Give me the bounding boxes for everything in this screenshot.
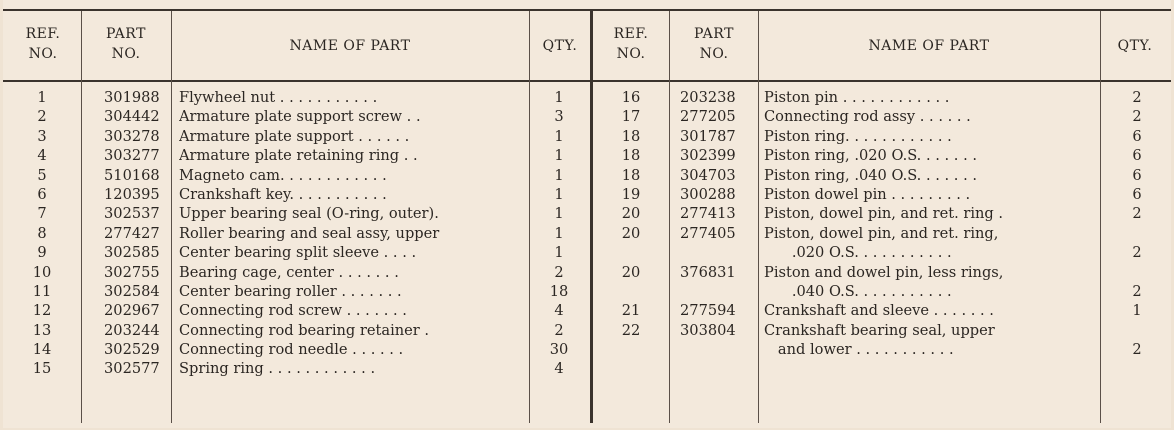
table-row — [593, 282, 1171, 301]
part-name: Flywheel nut . . . . . . . . . . . — [179, 89, 378, 106]
ref-number: 21 — [621, 302, 641, 320]
table-row — [3, 359, 590, 378]
quantity: 1 — [554, 224, 564, 242]
quantity: 1 — [554, 205, 564, 223]
quantity: 2 — [1132, 108, 1142, 126]
part-number: 302537 — [104, 205, 160, 223]
part-number: 304442 — [104, 108, 160, 126]
part-number: 302585 — [104, 244, 160, 262]
quantity: 6 — [1132, 166, 1142, 184]
header-rule-right — [593, 80, 1171, 82]
part-number: 300288 — [680, 185, 736, 203]
part-name: Crankshaft key. . . . . . . . . . . — [179, 185, 387, 203]
quantity: 1 — [554, 147, 564, 165]
quantity: 18 — [549, 282, 569, 300]
ref-number: 3 — [37, 127, 47, 145]
table-row — [3, 340, 590, 359]
part-name: Armature plate support . . . . . . — [179, 127, 410, 145]
ref-number: 1 — [37, 89, 47, 106]
part-name: .020 O.S. . . . . . . . . . . — [764, 244, 952, 262]
part-name: .040 O.S. . . . . . . . . . . — [764, 282, 952, 300]
ref-number: 19 — [621, 185, 641, 203]
table-row — [3, 301, 590, 320]
quantity: 2 — [1132, 205, 1142, 223]
ref-number: 2 — [37, 108, 47, 126]
table-row — [3, 107, 590, 126]
ref-number: 10 — [32, 263, 52, 281]
part-number: 303278 — [104, 127, 160, 145]
part-name: Roller bearing and seal assy, upper — [179, 224, 440, 242]
header-name-of-part: NAME OF PART — [289, 38, 411, 54]
part-name: Piston pin . . . . . . . . . . . . — [764, 89, 950, 106]
header-rule-left — [3, 80, 590, 82]
ref-number: 16 — [621, 89, 641, 106]
part-number: 302399 — [680, 147, 736, 165]
header-name-of-part: NAME OF PART — [868, 38, 990, 54]
table-row — [593, 166, 1171, 185]
ref-number: 4 — [37, 147, 47, 165]
part-name: Spring ring . . . . . . . . . . . . — [179, 360, 376, 378]
ref-number: 18 — [621, 127, 641, 145]
part-number: 301988 — [104, 89, 160, 106]
part-number: 302755 — [104, 263, 160, 281]
quantity: 4 — [554, 302, 564, 320]
part-name: Connecting rod bearing retainer . — [179, 321, 430, 339]
quantity: 1 — [554, 127, 564, 145]
quantity: 1 — [554, 89, 564, 106]
top-rule — [3, 9, 1171, 11]
ref-number: 18 — [621, 147, 641, 165]
table-row — [3, 166, 590, 185]
parts-table-left — [3, 88, 590, 379]
part-number: 302577 — [104, 360, 160, 378]
table-row — [593, 88, 1171, 107]
part-number: 303277 — [104, 147, 160, 165]
part-number: 376831 — [680, 263, 736, 281]
ref-number: 6 — [37, 185, 47, 203]
ref-number: 7 — [37, 205, 47, 223]
quantity: 2 — [554, 263, 564, 281]
ref-number: 8 — [37, 224, 47, 242]
part-number: 120395 — [104, 185, 160, 203]
part-name: Magneto cam. . . . . . . . . . . . — [179, 166, 387, 184]
quantity: 6 — [1132, 127, 1142, 145]
ref-number: 13 — [32, 321, 52, 339]
part-number: 277405 — [680, 224, 736, 242]
ref-number: 20 — [621, 205, 641, 223]
parts-table-right — [593, 88, 1171, 359]
part-name: Piston ring, .020 O.S. . . . . . . — [764, 147, 977, 165]
header-ref-no: REF. NO. — [613, 26, 649, 62]
part-number: 302584 — [104, 282, 160, 300]
ref-number: 9 — [37, 244, 47, 262]
quantity: 6 — [1132, 185, 1142, 203]
part-name: Upper bearing seal (O-ring, outer). — [179, 205, 439, 223]
ref-number: 5 — [37, 166, 47, 184]
part-number: 301787 — [680, 127, 736, 145]
table-row — [593, 146, 1171, 165]
table-row — [593, 204, 1171, 223]
ref-number: 12 — [32, 302, 52, 320]
table-row — [593, 243, 1171, 262]
quantity: 1 — [554, 166, 564, 184]
table-row — [3, 282, 590, 301]
ref-number: 17 — [621, 108, 641, 126]
header-part-no: PART NO. — [694, 26, 734, 62]
parts-list-page — [3, 0, 1171, 428]
quantity: 6 — [1132, 147, 1142, 165]
part-name: Piston, dowel pin, and ret. ring, — [764, 224, 999, 242]
table-row — [593, 321, 1171, 340]
table-row — [593, 127, 1171, 146]
part-number: 203244 — [104, 321, 160, 339]
part-number: 202967 — [104, 302, 160, 320]
part-name: Connecting rod screw . . . . . . . — [179, 302, 407, 320]
part-name: Piston dowel pin . . . . . . . . . — [764, 185, 971, 203]
part-number: 277427 — [104, 224, 160, 242]
quantity: 3 — [554, 108, 564, 126]
ref-number: 20 — [621, 224, 641, 242]
table-row — [3, 321, 590, 340]
table-row — [3, 185, 590, 204]
table-row — [593, 263, 1171, 282]
part-name: Armature plate retaining ring . . — [179, 147, 418, 165]
table-row — [3, 224, 590, 243]
part-number: 277594 — [680, 302, 736, 320]
table-row — [593, 185, 1171, 204]
part-name: Piston ring. . . . . . . . . . . . — [764, 127, 952, 145]
ref-number: 22 — [621, 321, 641, 339]
table-row — [593, 107, 1171, 126]
table-row — [593, 224, 1171, 243]
part-number: 277413 — [680, 205, 736, 223]
part-name: Center bearing roller . . . . . . . — [179, 282, 402, 300]
part-name: Piston ring, .040 O.S. . . . . . . — [764, 166, 977, 184]
part-name: Connecting rod assy . . . . . . — [764, 108, 971, 126]
quantity: 2 — [1132, 282, 1142, 300]
quantity: 2 — [1132, 244, 1142, 262]
table-row — [3, 263, 590, 282]
quantity: 2 — [554, 321, 564, 339]
part-name: Crankshaft and sleeve . . . . . . . — [764, 302, 994, 320]
table-row — [3, 243, 590, 262]
part-name: Connecting rod needle . . . . . . — [179, 341, 404, 359]
part-number: 203238 — [680, 89, 736, 106]
part-name: Center bearing split sleeve . . . . — [179, 244, 417, 262]
quantity: 1 — [1132, 302, 1142, 320]
ref-number: 14 — [32, 341, 52, 359]
ref-number: 15 — [32, 360, 52, 378]
part-number: 304703 — [680, 166, 736, 184]
part-name: Piston, dowel pin, and ret. ring . — [764, 205, 1004, 223]
quantity: 2 — [1132, 89, 1142, 106]
table-row — [593, 340, 1171, 359]
header-part-no: PART NO. — [106, 26, 146, 62]
table-row — [3, 88, 590, 107]
ref-number: 20 — [621, 263, 641, 281]
ref-number: 18 — [621, 166, 641, 184]
quantity: 4 — [554, 360, 564, 378]
part-name: Bearing cage, center . . . . . . . — [179, 263, 399, 281]
part-number: 277205 — [680, 108, 736, 126]
header-ref-no: REF. NO. — [25, 26, 61, 62]
ref-number: 11 — [32, 282, 52, 300]
header-qty: QTY. — [542, 38, 578, 54]
table-row — [3, 204, 590, 223]
table-row — [3, 146, 590, 165]
part-name: Armature plate support screw . . — [179, 108, 421, 126]
quantity: 1 — [554, 244, 564, 262]
table-row — [593, 301, 1171, 320]
header-qty: QTY. — [1117, 38, 1153, 54]
part-name: Piston and dowel pin, less rings, — [764, 263, 1004, 281]
quantity: 1 — [554, 185, 564, 203]
part-name: Crankshaft bearing seal, upper — [764, 321, 995, 339]
part-number: 302529 — [104, 341, 160, 359]
quantity: 2 — [1132, 341, 1142, 359]
part-number: 303804 — [680, 321, 736, 339]
part-number: 510168 — [104, 166, 160, 184]
quantity: 30 — [549, 341, 569, 359]
table-row — [3, 127, 590, 146]
part-name: and lower . . . . . . . . . . . — [764, 341, 954, 359]
